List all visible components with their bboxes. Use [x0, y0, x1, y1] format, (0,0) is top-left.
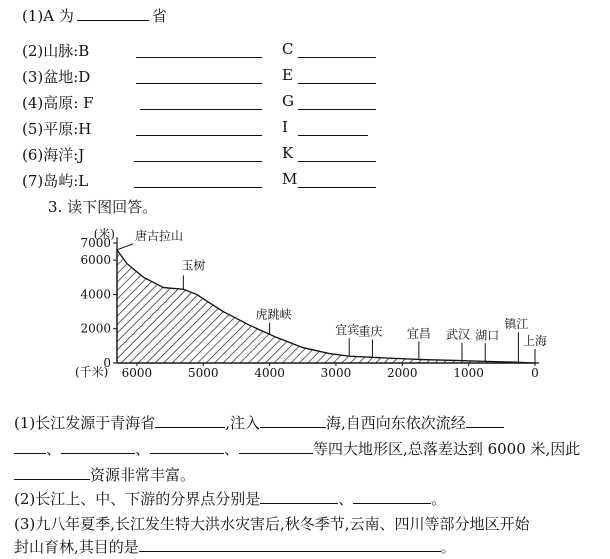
- region-blank-4[interactable]: [239, 439, 313, 454]
- place-label-3: 宜宾: [335, 323, 360, 338]
- q6-blank-j[interactable]: [134, 147, 262, 162]
- yangtze-profile-chart: [0, 215, 610, 387]
- place-label-9: 上海: [523, 334, 548, 348]
- q1-blank[interactable]: [77, 6, 149, 21]
- q4-blank-g[interactable]: [298, 95, 376, 110]
- y-tick-label: 7000: [80, 236, 111, 250]
- q3-label: (3)盆地:D: [22, 68, 91, 86]
- q2-blank-b[interactable]: [136, 43, 262, 58]
- section3-title: 3. 读下图回答。: [48, 198, 158, 216]
- place-label-8: 镇江: [504, 317, 529, 332]
- q1-suffix: 省: [151, 7, 167, 25]
- fill-text-1b: ,注入: [225, 414, 261, 432]
- q5-right-label: I: [282, 118, 288, 136]
- fill-text-6a: 封山育林,其目的是: [14, 538, 139, 556]
- q6-label: (6)海洋:J: [22, 146, 85, 164]
- q4-right-label: G: [282, 92, 294, 110]
- fill-line-2: [14, 438, 580, 459]
- y-tick-label: 2000: [80, 321, 111, 336]
- x-tick-label: 3000: [320, 366, 352, 380]
- fill-sep-2: 、: [135, 440, 151, 458]
- place-label-6: 武汉: [446, 327, 471, 342]
- place-label-0: 唐古拉山: [135, 228, 184, 243]
- place-label-5: 宜昌: [406, 326, 431, 341]
- x-axis-label: (千米): [75, 365, 109, 379]
- place-label-7: 湖口: [475, 328, 500, 343]
- fill-sep-4: 、: [338, 490, 354, 508]
- y-tick-label: 0: [103, 356, 111, 370]
- fill-text-3: 资源非常丰富。: [90, 466, 196, 484]
- q3-right-label: E: [282, 66, 293, 84]
- q3-blank-e[interactable]: [298, 69, 376, 84]
- y-tick-label: 6000: [80, 253, 111, 268]
- q1-prefix: (1)A 为: [22, 7, 74, 25]
- q2-blank-c[interactable]: [298, 43, 376, 58]
- fill-text-1c: 海,自西向东依次流经: [326, 414, 466, 432]
- q3-blank-d[interactable]: [136, 69, 262, 84]
- q4-blank-f[interactable]: [140, 95, 262, 110]
- q5-blank-i[interactable]: [298, 121, 368, 136]
- fill-text-2end: 等四大地形区,总落差达到 6000 米,因此: [313, 440, 581, 458]
- place-label-4: 重庆: [358, 324, 383, 339]
- region-blank-2[interactable]: [61, 439, 135, 454]
- place-marker-0: [117, 244, 133, 250]
- fill-line-3: [14, 464, 195, 485]
- purpose-blank[interactable]: [139, 537, 441, 552]
- region-blank-1b[interactable]: [14, 439, 46, 454]
- q6-right-label: K: [282, 144, 294, 162]
- fill-text-1a: (1)长江发源于青海省: [14, 414, 156, 432]
- q1-row: [22, 6, 167, 25]
- q6-blank-k[interactable]: [298, 147, 376, 162]
- place-label-1: 玉树: [181, 258, 206, 273]
- profile-area: [117, 250, 535, 363]
- x-tick-label: 0: [531, 366, 539, 380]
- fill-text-6end: 。: [440, 538, 456, 556]
- boundary-blank-1[interactable]: [260, 489, 338, 504]
- x-tick-label: 4000: [254, 366, 285, 380]
- region-blank-1[interactable]: [466, 413, 504, 428]
- fill-line-5: [14, 513, 530, 534]
- fill-text-4end: 。: [431, 490, 447, 508]
- q5-blank-h[interactable]: [136, 121, 262, 136]
- fill-text-5: (3)九八年夏季,长江发生特大洪水灾害后,秋冬季节,云南、四川等部分地区开始: [14, 515, 530, 533]
- fill-line-6: [14, 536, 456, 557]
- x-tick-label: 6000: [121, 366, 153, 380]
- q5-label: (5)平原:H: [22, 120, 92, 138]
- y-tick-label: 4000: [80, 287, 111, 302]
- region-blank-3[interactable]: [150, 439, 224, 454]
- q2-label: (2)山脉:B: [22, 42, 90, 60]
- y-axis-label: (米): [93, 227, 115, 241]
- source-blank[interactable]: [155, 413, 225, 428]
- x-tick-label: 1000: [453, 366, 484, 380]
- x-tick-label: 2000: [387, 366, 418, 380]
- q7-label: (7)岛屿:L: [22, 172, 89, 190]
- x-tick-label: 5000: [187, 366, 219, 380]
- q4-label: (4)高原: F: [22, 94, 94, 112]
- resource-blank[interactable]: [14, 465, 90, 480]
- fill-sep-1: 、: [46, 440, 62, 458]
- fill-sep-3: 、: [224, 440, 240, 458]
- fill-line-1: [14, 412, 504, 433]
- q2-right-label: C: [282, 40, 294, 58]
- place-label-2: 虎跳峡: [255, 307, 292, 322]
- fill-line-4: [14, 488, 446, 509]
- fill-text-4a: (2)长江上、中、下游的分界点分别是: [14, 490, 261, 508]
- q7-blank-m[interactable]: [298, 173, 376, 188]
- sea-blank[interactable]: [260, 413, 326, 428]
- q7-blank-l[interactable]: [134, 173, 262, 188]
- boundary-blank-2[interactable]: [353, 489, 431, 504]
- q7-right-label: M: [282, 170, 298, 188]
